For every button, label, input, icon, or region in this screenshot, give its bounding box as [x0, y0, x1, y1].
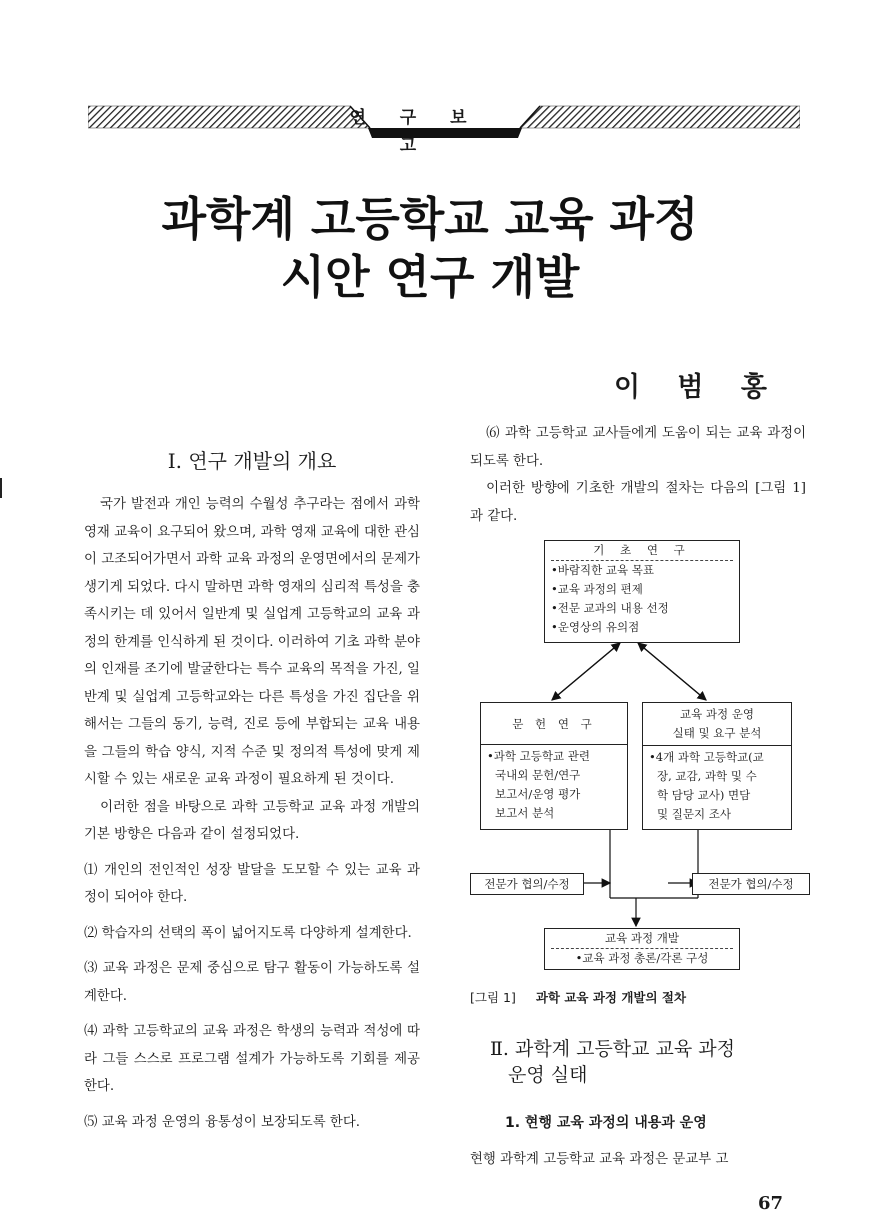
figure-caption [470, 988, 686, 1006]
direction-item-4: ⑷ 과학 고등학교의 교육 과정은 학생의 능력과 적성에 따라 그들 스스로 프로그램 설계가 가능하도록 기회를 제공한다. [84, 1024, 420, 1094]
basic-research-item: •운영상의 유의점 [551, 620, 640, 634]
section-1-heading: Ⅰ. 연구 개발의 개요 [167, 449, 337, 473]
page-number: 67 [758, 1193, 784, 1214]
field-survey-line: 및 질문지 조사 [657, 807, 731, 821]
literature-research-line: 보고서 분석 [495, 806, 555, 820]
section-2-heading-line-2: 운영 실태 [508, 1064, 588, 1086]
left-column [84, 447, 420, 1136]
literature-research-line: •과학 고등학교 관련 [487, 749, 590, 763]
direction-item-6: ⑹ 과학 고등학교 교사들에게 도움이 되는 교육 과정이 되도록 한다. [470, 426, 806, 469]
field-survey-line: •4개 과학 고등학교(교 [649, 750, 764, 764]
field-survey-box [642, 702, 792, 830]
direction-item-1: ⑴ 개인의 전인적인 성장 발달을 도모할 수 있는 교육 과정이 되어야 한다. [84, 862, 420, 905]
curriculum-development-box [544, 928, 740, 970]
procedure-intro: 이러한 방향에 기초한 개발의 절차는 다음의 [그림 1]과 같다. [470, 481, 806, 524]
subsection-heading: 1. 현행 교육 과정의 내용과 운영 [505, 1115, 707, 1131]
title-line-2: 시안 연구 개발 [280, 250, 580, 304]
basic-research-item: •바람직한 교육 목표 [551, 563, 654, 577]
expert-review-left-box: 전문가 협의/수정 [470, 873, 584, 895]
basic-research-box [544, 540, 740, 643]
basic-research-item: •교육 과정의 편제 [551, 582, 643, 596]
section-2-heading-line-1: Ⅱ. 과학계 고등학교 교육 과정 [490, 1038, 736, 1060]
expert-review-right-box: 전문가 협의/수정 [692, 873, 810, 895]
author-name: 이 범 홍 [613, 372, 781, 403]
section-2-heading [490, 1036, 810, 1088]
banner-label: 연 구 보 고 [349, 108, 481, 156]
field-survey-title: 교육 과정 운영 [680, 707, 754, 721]
literature-research-line: 국내외 문헌/연구 [495, 768, 581, 782]
direction-item-2: ⑵ 학습자의 선택의 폭이 넓어지도록 다양하게 설계한다. [84, 925, 412, 941]
field-survey-subtitle: 실태 및 요구 분석 [643, 724, 791, 746]
basic-research-title: 기 초 연 구 [551, 541, 733, 561]
literature-research-line: 보고서/운영 평가 [495, 787, 581, 801]
procedure-diagram [470, 536, 810, 976]
section-2-text: 현행 과학계 고등학교 교육 과정은 문교부 고 [470, 1152, 729, 1167]
curriculum-development-item: •교육 과정 총론/각론 구성 [575, 951, 709, 965]
figure-label: [그림 1] [470, 990, 516, 1005]
margin-mark [0, 478, 2, 498]
literature-research-title: 문 헌 연 구 [481, 703, 627, 745]
figure-caption-text: 과학 교육 과정 개발의 절차 [535, 990, 687, 1005]
right-column-intro [470, 420, 806, 530]
section-1-paragraph-2: 이러한 점을 바탕으로 과학 고등학교 교육 과정 개발의 기본 방향은 다음과 같이 설정되었다. [84, 799, 420, 842]
section-1-paragraph-1: 국가 발전과 개인 능력의 수월성 추구라는 점에서 과학 영재 교육이 요구되어 왔으며, 과학 영재 교육에 대한 관심이 고조되어가면서 과학 교육 과정의 운영면에서의 문제가 생기게 되었다. 다시 말하면 과학 영재의 심리적 특성을 충족시키는 데 있어서 일반계 및 실업계 고등학교의 교육 과정의 한계를 인식하게 된 것이다. 이러하여 기초 과학 분야의 인재를 조기에 발굴한다는 특수 교육의 목적을 가진, 일반계 및 실업계 고등학교와는 다른 특성을 가진 집단을 위해서는 그들의 동기, 능력, 진로 등에 부합되는 교육 내용을 그들의 학습 양식, 지적 수준 및 정의적 특성에 맞게 제시할 수 있는 새로운 교육 과정이 필요하게 된 것이다. [84, 497, 420, 787]
curriculum-development-title: 교육 과정 개발 [551, 929, 733, 949]
direction-item-5: ⑸ 교육 과정 운영의 융통성이 보장되도록 한다. [84, 1114, 361, 1130]
literature-research-box [480, 702, 628, 830]
field-survey-line: 장, 교감, 과학 및 수 [657, 769, 757, 783]
title-line-1: 과학계 고등학교 교육 과정 [161, 192, 699, 246]
field-survey-line: 학 담당 교사) 면담 [657, 788, 751, 802]
basic-research-item: •전문 교과의 내용 선정 [551, 601, 669, 615]
direction-item-3: ⑶ 교육 과정은 문제 중심으로 탐구 활동이 가능하도록 설계한다. [84, 961, 420, 1004]
article-title [60, 190, 800, 306]
